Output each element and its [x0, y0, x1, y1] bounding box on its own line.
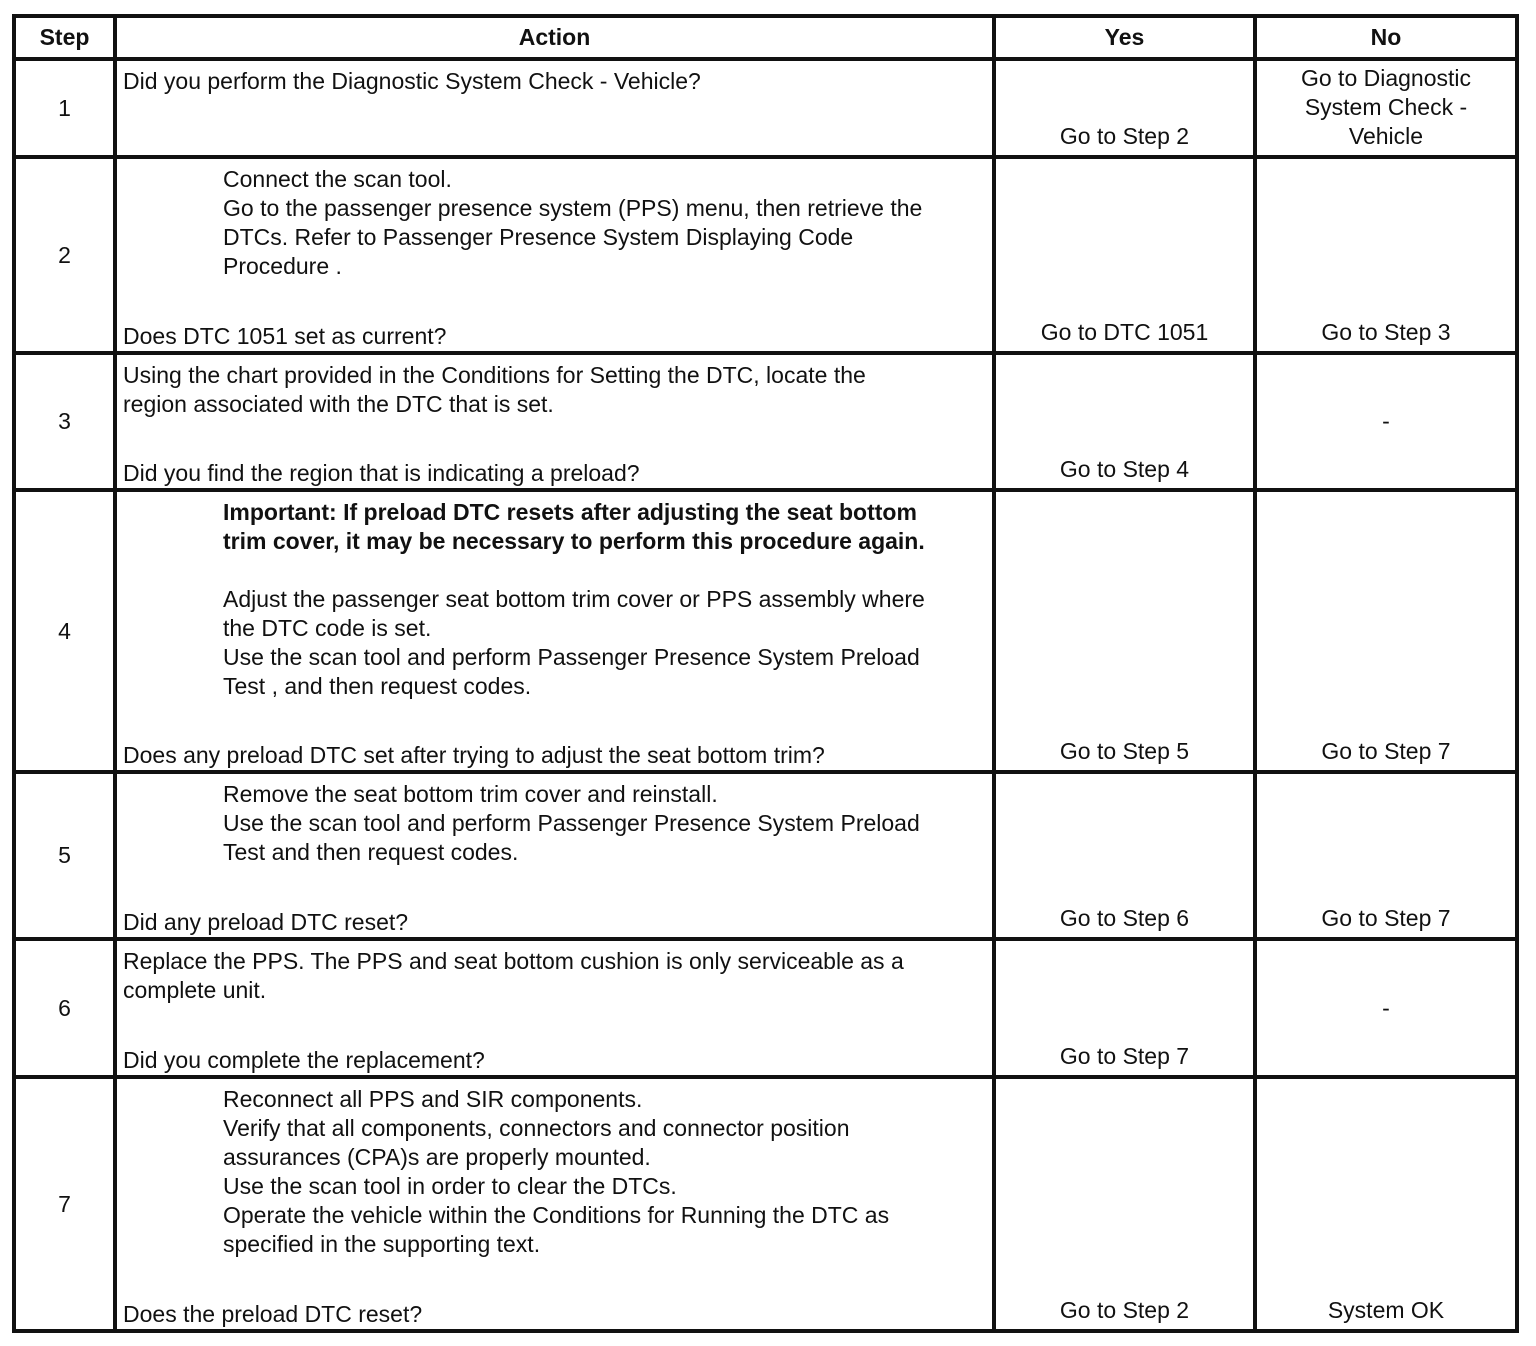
step-number: 1 — [14, 59, 115, 157]
yes-cell: Go to Step 6 — [994, 772, 1255, 939]
action-text: Adjust the passenger seat bottom trim cover or PPS assembly where — [223, 586, 925, 612]
header-yes: Yes — [994, 16, 1255, 59]
action-text: region associated with the DTC that is set. — [123, 391, 554, 417]
action-question: Does any preload DTC set after trying to adjust the seat bottom trim? — [123, 742, 825, 768]
no-text: Go to Diagnostic — [1300, 65, 1472, 91]
no-cell: System OK — [1255, 1077, 1517, 1331]
no-text: Vehicle — [1348, 123, 1424, 149]
header-action: Action — [115, 16, 994, 59]
yes-cell: Go to Step 4 — [994, 353, 1255, 490]
important-note: trim cover, it may be necessary to perform this procedure again. — [223, 528, 925, 554]
action-cell — [115, 1077, 994, 1331]
yes-cell: Go to Step 2 — [994, 1077, 1255, 1331]
yes-cell: Go to Step 5 — [994, 490, 1255, 772]
action-text: Use the scan tool and perform Passenger Presence System Preload — [223, 810, 920, 836]
table-row — [14, 59, 1517, 157]
no-cell: Go to Step 7 — [1255, 490, 1517, 772]
action-text: Go to the passenger presence system (PPS) menu, then retrieve the — [223, 195, 923, 221]
table-row — [14, 939, 1517, 1077]
diagnostic-table — [12, 14, 1519, 1333]
action-text: Did you perform the Diagnostic System Check - Vehicle? — [123, 68, 701, 94]
yes-cell: Go to DTC 1051 — [994, 157, 1255, 353]
no-cell: - — [1255, 353, 1517, 490]
action-text: Using the chart provided in the Conditions for Setting the DTC, locate the — [123, 362, 866, 388]
step-number: 3 — [14, 353, 115, 490]
action-text: Operate the vehicle within the Conditions for Running the DTC as — [223, 1202, 890, 1228]
table-row — [14, 772, 1517, 939]
action-cell — [115, 353, 994, 490]
action-question: Did you complete the replacement? — [123, 1047, 485, 1073]
action-text: Remove the seat bottom trim cover and reinstall. — [223, 781, 718, 807]
action-text: Use the scan tool in order to clear the DTCs. — [223, 1173, 677, 1199]
action-question: Did any preload DTC reset? — [123, 909, 409, 935]
action-text: Use the scan tool and perform Passenger Presence System Preload — [223, 644, 920, 670]
no-cell: Go to Step 7 — [1255, 772, 1517, 939]
table-row — [14, 490, 1517, 772]
action-text: DTCs. Refer to Passenger Presence System Displaying Code — [223, 224, 854, 250]
no-cell — [1255, 59, 1517, 157]
step-number: 5 — [14, 772, 115, 939]
action-cell — [115, 939, 994, 1077]
action-text: Verify that all components, connectors and connector position — [223, 1115, 850, 1141]
step-number: 4 — [14, 490, 115, 772]
header-no: No — [1255, 16, 1517, 59]
action-question: Does DTC 1051 set as current? — [123, 323, 447, 349]
step-number: 7 — [14, 1077, 115, 1331]
action-text: the DTC code is set. — [223, 615, 432, 641]
header-row — [14, 16, 1517, 59]
action-text: Test and then request codes. — [223, 839, 519, 865]
action-cell — [115, 59, 994, 157]
table-row — [14, 1077, 1517, 1331]
action-text: Connect the scan tool. — [223, 166, 452, 192]
action-text: Replace the PPS. The PPS and seat bottom cushion is only serviceable as a — [123, 948, 904, 974]
no-text: System Check - — [1304, 94, 1468, 120]
step-number: 2 — [14, 157, 115, 353]
no-cell: Go to Step 3 — [1255, 157, 1517, 353]
yes-cell: Go to Step 2 — [994, 59, 1255, 157]
action-text: complete unit. — [123, 977, 267, 1003]
table-row — [14, 157, 1517, 353]
action-cell — [115, 157, 994, 353]
action-text: specified in the supporting text. — [223, 1231, 541, 1257]
action-cell — [115, 490, 994, 772]
action-question: Does the preload DTC reset? — [123, 1301, 423, 1327]
table-row — [14, 353, 1517, 490]
action-question: Did you find the region that is indicating a preload? — [123, 460, 640, 486]
yes-cell: Go to Step 7 — [994, 939, 1255, 1077]
no-cell: - — [1255, 939, 1517, 1077]
action-cell — [115, 772, 994, 939]
action-text: Test , and then request codes. — [223, 673, 532, 699]
header-step: Step — [14, 16, 115, 59]
action-text: Reconnect all PPS and SIR components. — [223, 1086, 643, 1112]
action-text: Procedure . — [223, 253, 342, 279]
action-text: assurances (CPA)s are properly mounted. — [223, 1144, 651, 1170]
step-number: 6 — [14, 939, 115, 1077]
important-note: Important: If preload DTC resets after adjusting the seat bottom — [223, 499, 917, 525]
